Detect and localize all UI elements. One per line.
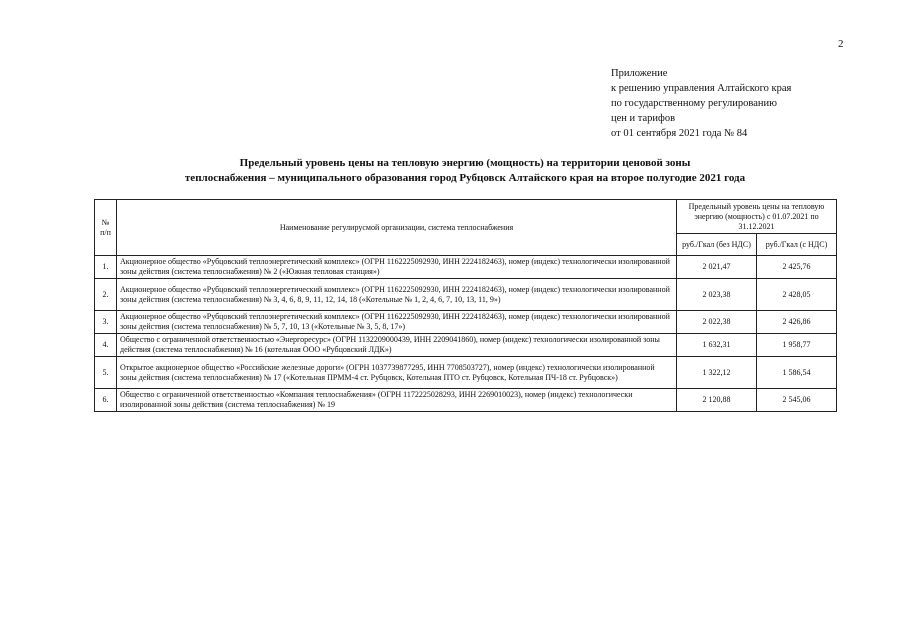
header-unit-no-vat: руб./Гкал (без НДС)	[677, 234, 757, 256]
header-name: Наименование регулирусмой организации, система теплоснабжения	[117, 200, 677, 256]
annex-line: к решению управления Алтайского края	[611, 83, 792, 94]
row-price-no-vat: 2 022,38	[677, 311, 757, 334]
table-row	[95, 389, 837, 412]
header-unit-vat: руб./Гкал (с НДС)	[757, 234, 837, 256]
document-title	[100, 156, 830, 186]
row-price-no-vat: 2 021,47	[677, 256, 757, 279]
row-number: 4.	[95, 334, 117, 357]
table-row	[95, 279, 837, 311]
row-price-no-vat: 2 120,88	[677, 389, 757, 412]
row-organization: Общество с ограниченной ответственностью «Компания теплоснабжения» (ОГРН 1172225028293, ИНН 2269010023), номер (индекс) технологически изолированной зоны действия (система теплоснабжения) № 19	[117, 389, 677, 412]
row-price-vat: 2 425,76	[757, 256, 837, 279]
row-number: 3.	[95, 311, 117, 334]
annex-block	[611, 66, 791, 141]
row-organization: Акционерное общество «Рубцовский теплоэнергетический комплекс» (ОГРН 1162225092930, ИНН 2224182463), номер (индекс) технологически изолированной зоны действия (система теплоснабжения) № 3, 4, 6, 8, 9, 11, 12, 14, 18 («Котельные № 1, 2, 4, 6, 7, 10, 13, 11, 9»)	[117, 279, 677, 311]
row-organization: Акционерное общество «Рубцовский теплоэнергетический комплекс» (ОГРН 1162225092930, ИНН 2224182463), номер (индекс) технологически изолированной зоны действия (система теплоснабжения) № 2 («Южная тепловая станция»)	[117, 256, 677, 279]
row-number: 5.	[95, 357, 117, 389]
page-number: 2	[838, 38, 844, 50]
row-organization: Общество с ограниченной ответственностью «Энергоресурс» (ОГРН 1132209000439, ИНН 2209041860), номер (индекс) технологически изолированной зоны действия (система теплоснабжения) № 16 (котельная ООО «Рубцовский ЛДК»)	[117, 334, 677, 357]
row-price-vat: 2 545,06	[757, 389, 837, 412]
row-number: 1.	[95, 256, 117, 279]
row-price-no-vat: 1 322,12	[677, 357, 757, 389]
row-price-vat: 1 958,77	[757, 334, 837, 357]
row-number: 2.	[95, 279, 117, 311]
row-organization: Акционерное общество «Рубцовский теплоэнергетический комплекс» (ОГРН 1162225092930, ИНН 2224182463), номер (индекс) технологически изолированной зоны действия (система теплоснабжения) № 5, 7, 10, 13 («Котельные № 3, 5, 8, 17»)	[117, 311, 677, 334]
row-number: 6.	[95, 389, 117, 412]
table-row	[95, 256, 837, 279]
annex-line: от 01 сентября 2021 года № 84	[611, 128, 748, 139]
row-price-vat: 2 426,86	[757, 311, 837, 334]
row-price-no-vat: 2 023,38	[677, 279, 757, 311]
header-period: Предельный уровень цены на тепловую энергию (мощность) с 01.07.2021 по 31.12.2021	[677, 200, 837, 234]
tariff-table	[94, 199, 837, 412]
header-number: № п/п	[95, 200, 117, 256]
annex-line: Приложение	[611, 68, 668, 79]
table-row	[95, 334, 837, 357]
annex-line: по государственному регулированию	[611, 98, 777, 109]
row-price-vat: 1 586,54	[757, 357, 837, 389]
row-organization: Открытое акционерное общество «Российские железные дороги» (ОГРН 1037739877295, ИНН 7708503727), номер (индекс) технологически изолированной зоны действия (система теплоснабжения) № 17 («Котельная ПРММ-4 ст. Рубцовск, Котельная ПТО ст. Рубцовск, Котельная ПЧ-18 ст. Рубцовск»)	[117, 357, 677, 389]
table-row	[95, 357, 837, 389]
row-price-vat: 2 428,05	[757, 279, 837, 311]
title-line: Предельный уровень цены на тепловую энергию (мощность) на территории ценовой зоны	[239, 157, 691, 169]
annex-line: цен и тарифов	[611, 113, 676, 124]
title-line: теплоснабжения – муниципального образования город Рубцовск Алтайского края на второе полугодие 2021 года	[184, 172, 746, 184]
row-price-no-vat: 1 632,31	[677, 334, 757, 357]
table-header-row	[95, 200, 837, 234]
table-row	[95, 311, 837, 334]
